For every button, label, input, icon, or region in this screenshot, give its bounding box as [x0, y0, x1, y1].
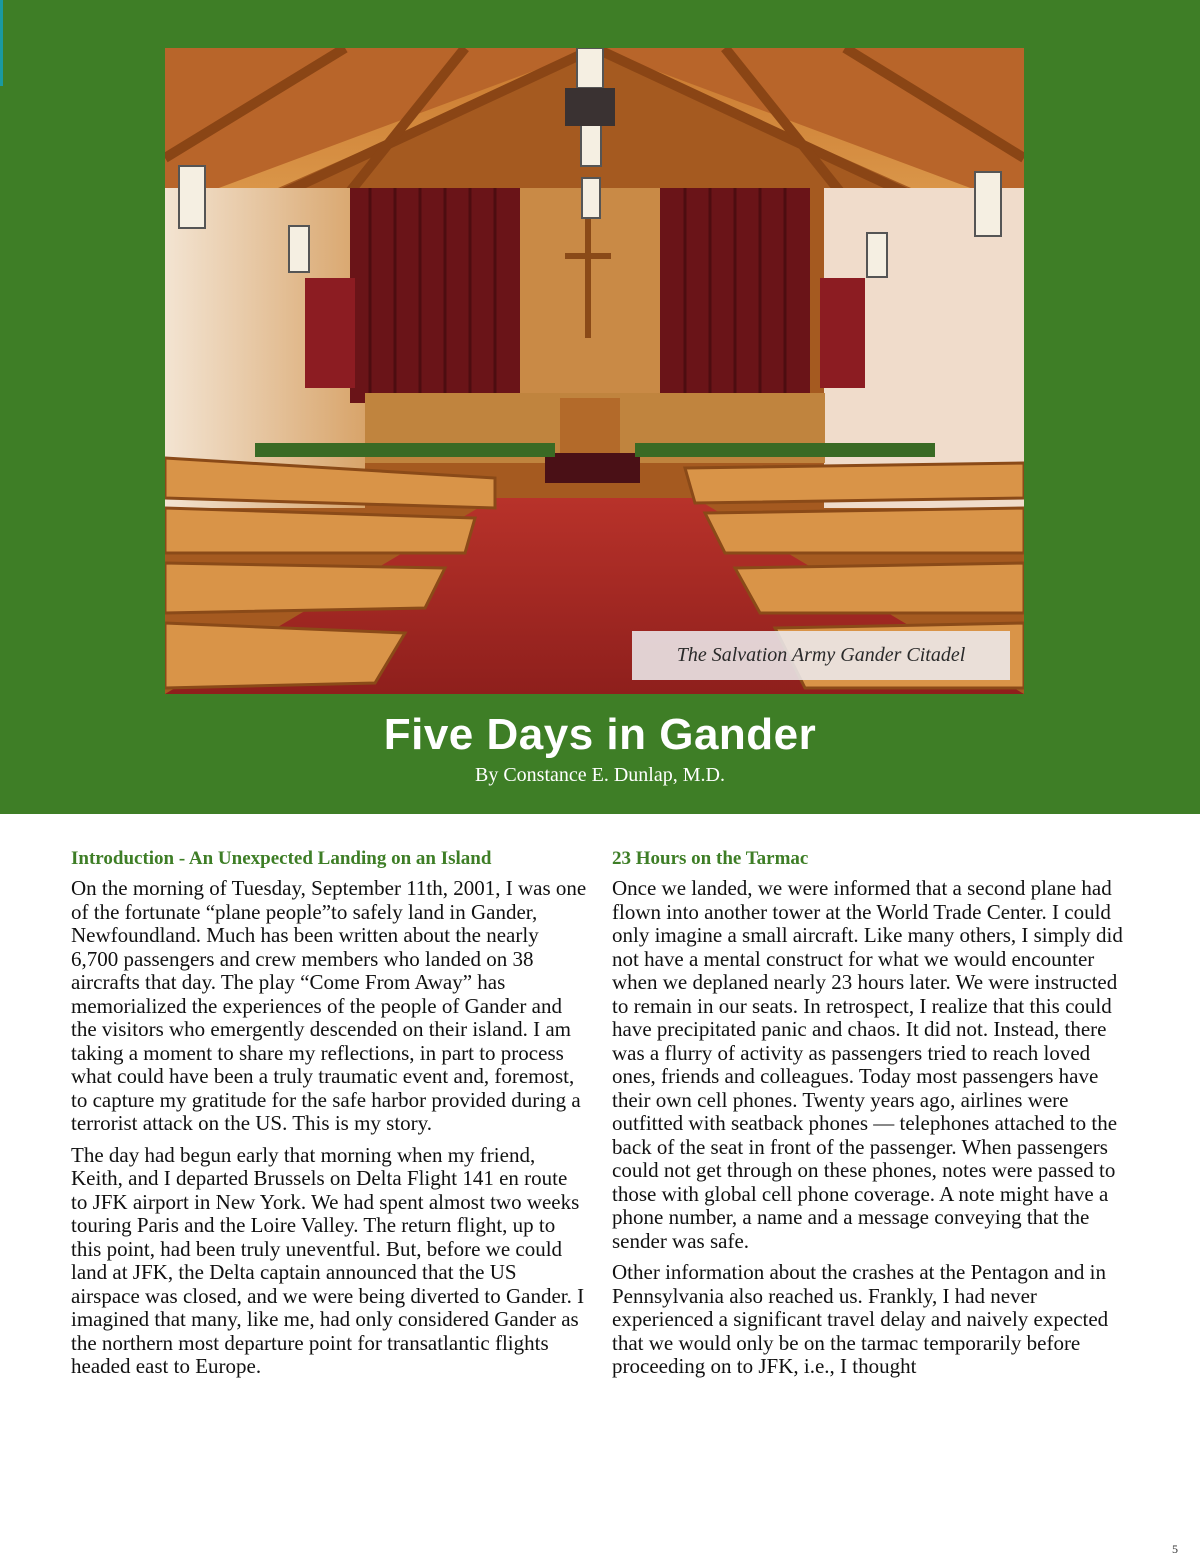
- section-heading-tarmac: 23 Hours on the Tarmac: [612, 848, 809, 869]
- section-heading-introduction: Introduction - An Unexpected Landing on an Island: [71, 848, 492, 869]
- left-column: [71, 847, 588, 1387]
- citadel-photo: [165, 48, 1024, 694]
- body-paragraph: The day had begun early that morning when my friend, Keith, and I departed Brussels on Delta Flight 141 en route to JFK airport in New York. We had spent almost two weeks touring Paris and the Loire Valley. The return flight, up to this point, had been truly uneventful. But, before we could land at JFK, the Delta captain announced that the US airspace was closed, and we were being diverted to Gander. I imagined that many, like me, had only considered Gander as the northern most departure point for transatlantic flights headed east to Europe.: [71, 1142, 585, 1378]
- right-column: [612, 847, 1129, 1387]
- body-paragraph: On the morning of Tuesday, September 11th, 2001, I was one of the fortunate “plane people”to safely land in Gander, Newfoundland. Much has been written about the nearly 6,700 passengers and crew members who landed on 38 aircrafts that day. The play “Come From Away” has memorialized the experiences of the people of Gander and the visitors who emergently descended on their island. I am taking a moment to share my reflections, in part to process what could have been a truly traumatic event and, foremost, to capture my gratitude for the safe harbor provided during a terrorist attack on the US. This is my story.: [71, 876, 587, 1135]
- edge-marker: [0, 0, 3, 86]
- body-paragraph: Once we landed, we were informed that a second plane had flown into another tower at the World Trade Center. I could only imagine a small aircraft. Like many others, I simply did not have a mental construct for what we would encounter when we deplaned nearly 23 hours later. We were instructed to remain in our seats. In retrospect, I realize that this could have precipitated panic and chaos. It did not. Instead, there was a flurry of activity as passengers tried to reach loved ones, friends and colleagues. Today most passengers have their own cell phones. Twenty years ago, airlines were outfitted with seatback phones — telephones attached to the back of the seat in front of the passenger. When passengers could not get through on these phones, notes were passed to those with global cell phone coverage. A note might have a phone number, a name and a message conveying that the sender was safe.: [612, 876, 1123, 1253]
- page-number: 5: [1172, 1542, 1178, 1556]
- body-paragraph: Other information about the crashes at the Pentagon and in Pennsylvania also reached us. Frankly, I had never experienced a significant travel delay and naively expected that we would only be on the tarmac temporarily before proceeding on to JFK, i.e., I thought: [612, 1260, 1109, 1378]
- church-interior-illustration: [165, 48, 1024, 694]
- article-byline: By Constance E. Dunlap, M.D.: [475, 764, 725, 786]
- photo-caption: The Salvation Army Gander Citadel: [632, 631, 1010, 680]
- article-title: Five Days in Gander: [383, 710, 817, 759]
